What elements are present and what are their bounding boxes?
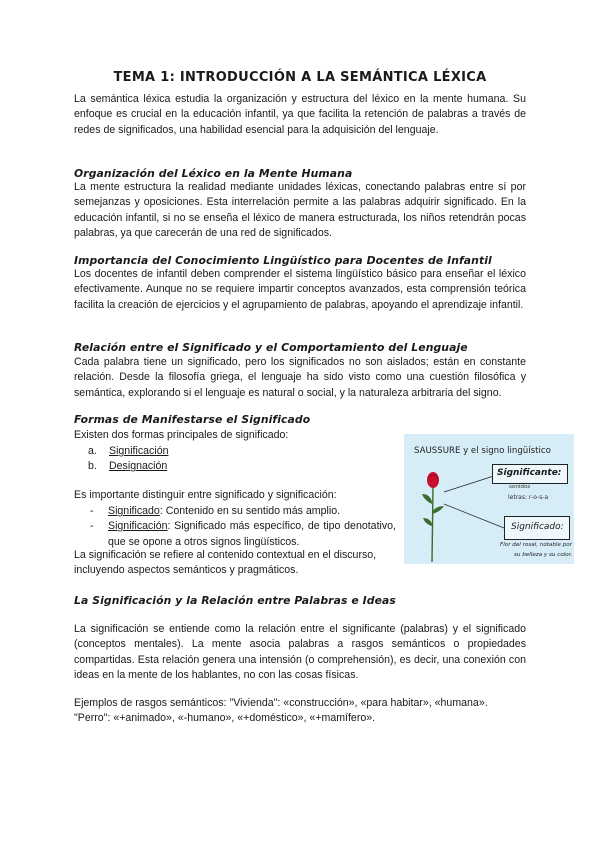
list-marker: b. xyxy=(88,460,97,473)
definition: : Contenido en su sentido más amplio. xyxy=(159,505,341,517)
formas-lead: Existen dos formas principales de significado: xyxy=(74,429,289,441)
term: Significación xyxy=(108,520,168,533)
list-marker: a. xyxy=(88,445,97,457)
significado-box xyxy=(504,516,570,540)
significado-label: Significado: xyxy=(511,522,564,532)
formas-closing: La significación se refiere al contenido contextual en el discurso, incluyendo aspectos semánticos y pragmáticos. xyxy=(74,549,377,577)
figure-caption-line1: Flor del rosal, notable por xyxy=(500,542,572,548)
distinction-list xyxy=(74,504,396,550)
significante-box xyxy=(492,464,568,484)
saussure-figure xyxy=(404,434,574,564)
term: Significado xyxy=(108,505,160,517)
section-body-significacion: La significación se entiende como la relación entre el significante (palabras) y el significado (conceptos mentales). La mente asocia palabras a rasgos semánticos o propiedades compartidas. Esta relación genera una intensión (o comprehensión), es decir, una conexión con ideas en la mente de los hablantes, no con las cosas físicas. xyxy=(74,623,526,681)
figure-caption-line2: su belleza y su color. xyxy=(514,552,573,558)
letras-label: letras: r-o-s-a xyxy=(508,494,549,501)
section-body-relacion: Cada palabra tiene un significado, pero los significados no son aislados; están en constante relación. Desde la filosofía griega, el lenguaje ha sido visto como una cuestión filosófica y semántica, explorando si el lenguaje es natural o social, y la naturaleza arbitraria del signo. xyxy=(74,356,526,399)
section-heading-importancia: Importancia del Conocimiento Lingüístico para Docentes de Infantil xyxy=(74,254,492,267)
section-heading-formas: Formas de Manifestarse el Significado xyxy=(74,413,311,426)
figure-title: SAUSSURE y el signo lingüístico xyxy=(414,446,551,456)
definition: : Significado más específico, de tipo denotativo, que se opone a otros signos lingüísticos. xyxy=(108,520,396,548)
list-item xyxy=(74,444,404,459)
list-item xyxy=(74,504,396,519)
page-title: TEMA 1: INTRODUCCIÓN A LA SEMÁNTICA LÉXICA xyxy=(113,70,487,85)
list-marker: - xyxy=(90,505,94,517)
list-item xyxy=(74,519,396,550)
section-heading-relacion: Relación entre el Significado y el Comportamiento del Lenguaje xyxy=(74,341,468,354)
section-body-importancia: Los docentes de infantil deben comprender el sistema lingüístico básico para enseñar el léxico efectivamente. Aunque no se requiere impartir conceptos avanzados, esta comprensión teórica facilita la creación de ejercicios y el agrupamiento de palabras, apoyando el aprendizaje infantil. xyxy=(74,268,526,311)
list-item xyxy=(74,459,404,474)
sonidos-label: sonidos xyxy=(509,484,531,490)
formas-list xyxy=(74,444,404,475)
section-heading-organizacion: Organización del Léxico en la Mente Humana xyxy=(74,167,353,180)
section-heading-significacion: La Significación y la Relación entre Palabras e Ideas xyxy=(74,594,396,607)
list-item-text: Designación xyxy=(109,460,168,473)
significante-label: Significante: xyxy=(497,468,562,478)
intro-paragraph: La semántica léxica estudia la organización y estructura del léxico en la mente humana. Su enfoque es crucial en la educación infantil, ya que facilita la retención de palabras a través de redes de significados, una habilidad esencial para la adquisición del lenguaje. xyxy=(74,93,526,136)
formas-distinguish: Es importante distinguir entre significado y significación: xyxy=(74,489,337,501)
semantic-examples: Ejemplos de rasgos semánticos: "Vivienda": «construcción», «para habitar», «humana». "Perro": «+animado», «-humano», «+doméstico», «+mamífero». xyxy=(74,697,488,725)
section-body-organizacion: La mente estructura la realidad mediante unidades léxicas, conectando palabras entre sí por semejanzas y oposiciones. Esta interrelación permite a las palabras adquirir significado. En la educación infantil, si no se enseña el léxico de manera estructurada, los niños retendrán pocas palabras, ya que carecerán de una red de significados. xyxy=(74,181,526,239)
list-item-text: Significación xyxy=(109,445,169,457)
list-marker: - xyxy=(90,520,94,533)
